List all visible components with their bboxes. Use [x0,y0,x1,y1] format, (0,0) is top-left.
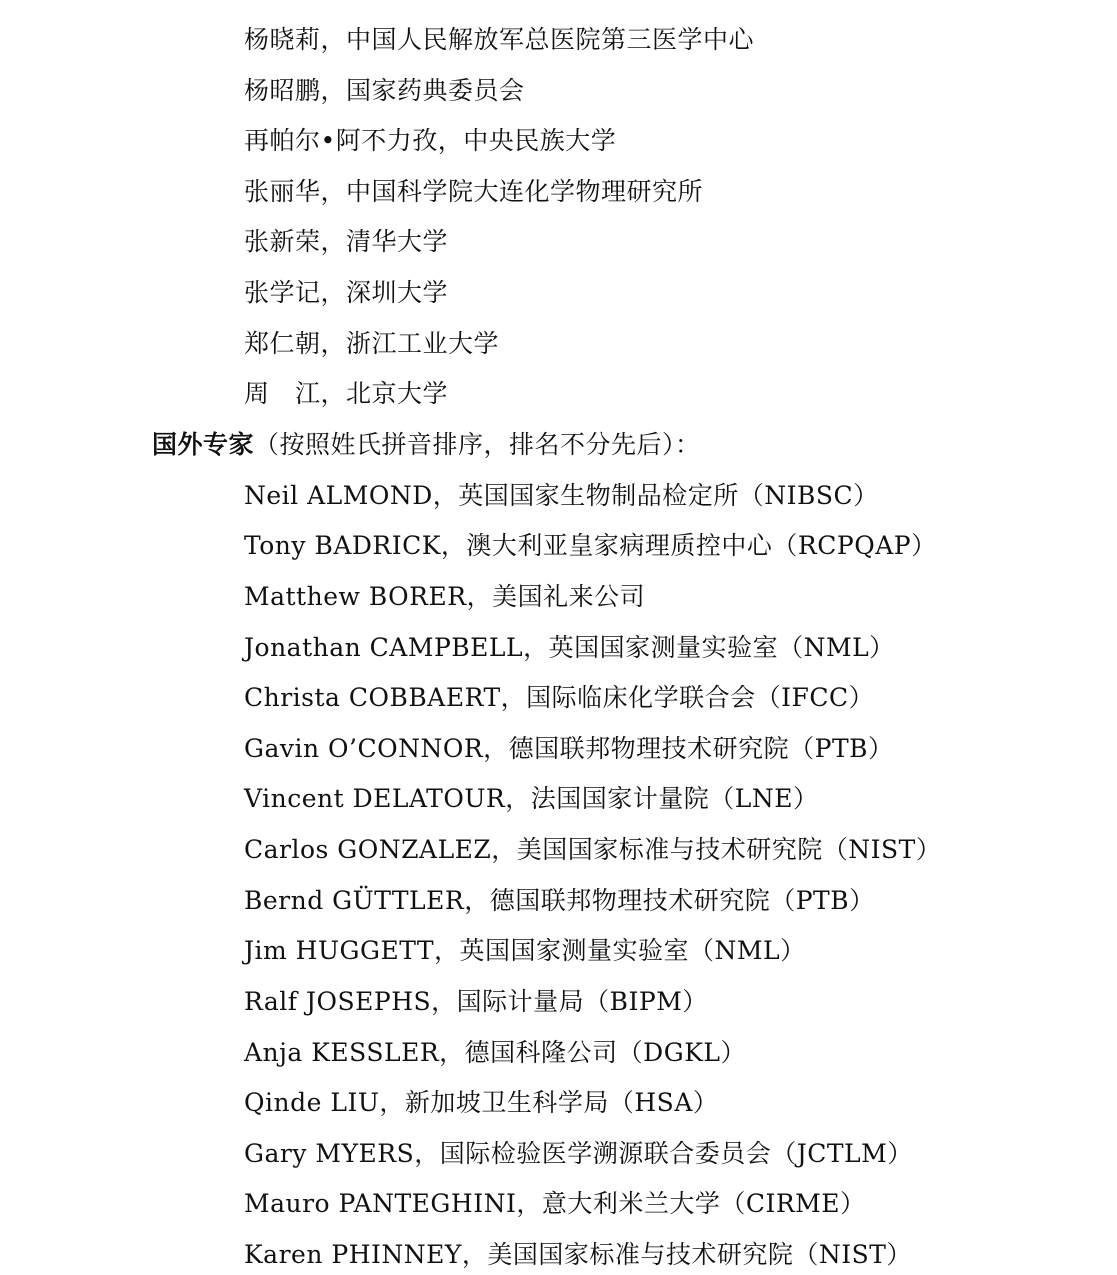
foreign-expert-line: Tony BADRICK，澳大利亚皇家病理质控中心（RCPQAP） [244,531,937,560]
foreign-expert-line: Vincent DELATOUR，法国国家计量院（LNE） [244,784,819,813]
domestic-expert-line: 杨晓莉，中国人民解放军总医院第三医学中心 [244,25,755,54]
domestic-expert-line: 杨昭鹏，国家药典委员会 [244,76,525,105]
domestic-expert-line: 郑仁朝，浙江工业大学 [244,329,500,358]
foreign-expert-line: Gavin O’CONNOR，德国联邦物理技术研究院（PTB） [244,734,894,763]
domestic-expert-line: 张丽华，中国科学院大连化学物理研究所 [244,177,704,206]
foreign-experts-heading-note: （按照姓氏拼音排序，排名不分先后）： [254,430,701,459]
foreign-expert-line: Ralf JOSEPHS，国际计量局（BIPM） [244,987,708,1016]
foreign-expert-line: Bernd GÜTTLER，德国联邦物理技术研究院（PTB） [244,886,875,915]
foreign-expert-line: Carlos GONZALEZ，美国国家标准与技术研究院（NIST） [244,835,942,864]
foreign-expert-line: Matthew BORER，美国礼来公司 [244,582,646,611]
foreign-expert-line: Qinde LIU，新加坡卫生科学局（HSA） [244,1088,719,1117]
foreign-expert-line: Gary MYERS，国际检验医学溯源联合委员会（JCTLM） [244,1139,913,1168]
foreign-experts-heading-label: 国外专家 [152,430,255,459]
domestic-expert-line: 再帕尔•阿不力孜，中央民族大学 [244,126,617,155]
foreign-expert-line: Karen PHINNEY，美国国家标准与技术研究院（NIST） [244,1240,912,1269]
domestic-expert-line: 张新荣，清华大学 [244,227,449,256]
domestic-expert-line: 周 江，北京大学 [244,379,449,408]
foreign-expert-line: Anja KESSLER，德国科隆公司（DGKL） [244,1038,746,1067]
foreign-expert-line: Jonathan CAMPBELL，英国国家测量实验室（NML） [244,633,895,662]
foreign-expert-line: Jim HUGGETT，英国国家测量实验室（NML） [244,936,806,965]
foreign-expert-line: Mauro PANTEGHINI，意大利米兰大学（CIRME） [244,1189,866,1218]
foreign-experts-heading [152,429,701,461]
domestic-expert-line: 张学记，深圳大学 [244,278,449,307]
foreign-expert-line: Neil ALMOND，英国国家生物制品检定所（NIBSC） [244,481,879,510]
foreign-expert-line: Christa COBBAERT，国际临床化学联合会（IFCC） [244,683,875,712]
